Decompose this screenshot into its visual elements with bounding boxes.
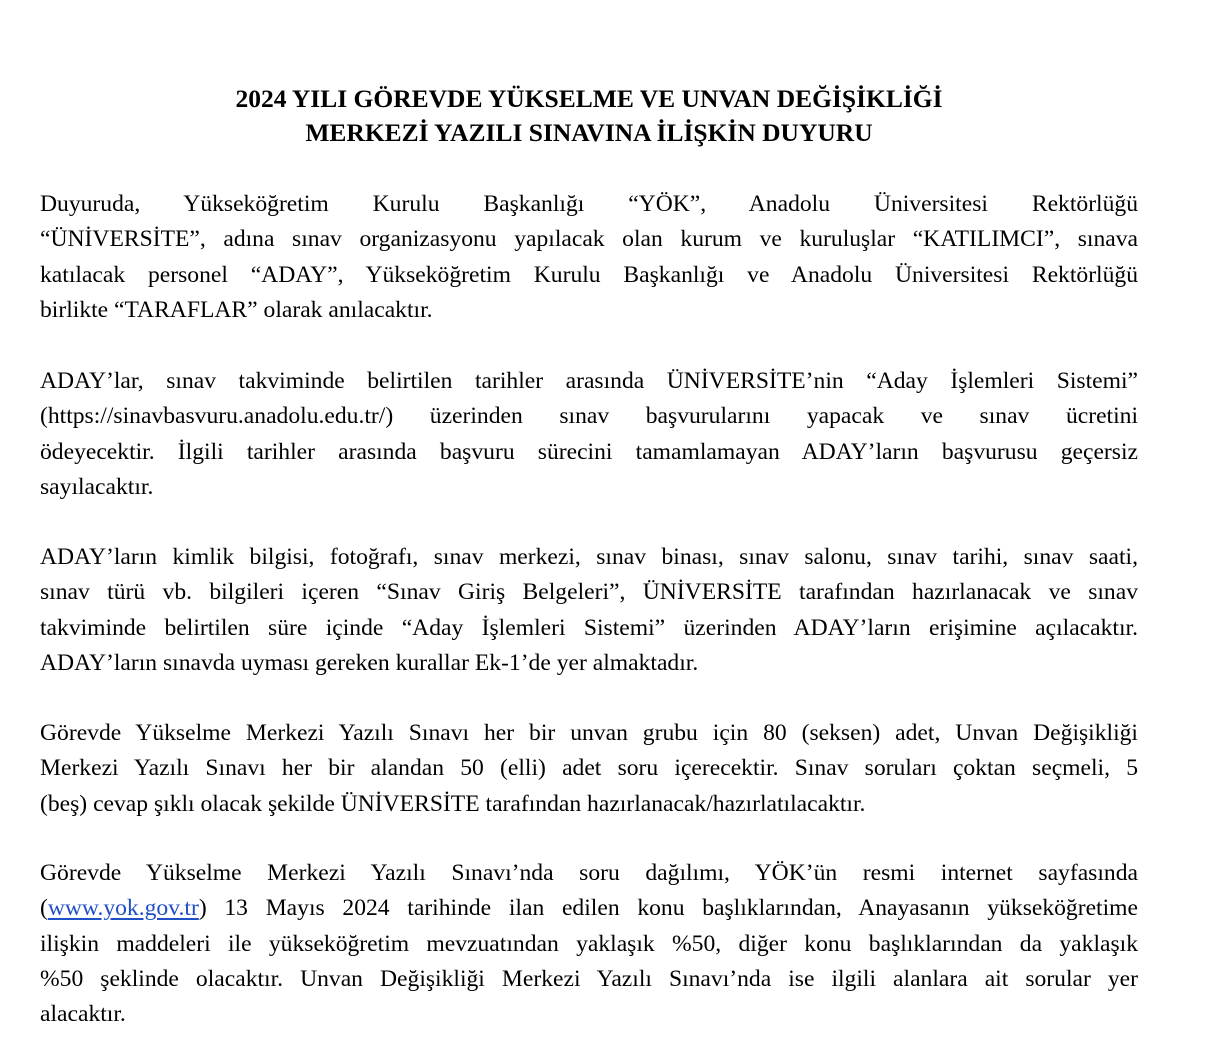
paragraph-definitions [40, 187, 1138, 328]
document-title-line-1: 2024 YILI GÖREVDE YÜKSELME VE UNVAN DEĞİŞİKLİĞİ [235, 84, 943, 113]
paragraph-question-count [40, 716, 1138, 822]
paragraph-line: (https://sinavbasvuru.anadolu.edu.tr/) üzerinden sınav başvurularını yapacak ve sınav ücretini [40, 403, 1138, 430]
paragraph-line: alacaktır. [40, 1001, 126, 1028]
paragraph-line: ADAY’lar, sınav takviminde belirtilen tarihler arasında ÜNİVERSİTE’nin “Aday İşlemleri Sistemi” [40, 368, 1138, 394]
paragraph-line: Görevde Yükselme Merkezi Yazılı Sınavı’nda soru dağılımı, YÖK’ün resmi internet sayfasında [40, 860, 1138, 886]
paragraph-line: birlikte “TARAFLAR” olarak anılacaktır. [40, 296, 433, 323]
paragraph-application [40, 364, 1138, 505]
paragraph-line: (beş) cevap şıklı olacak şekilde ÜNİVERSİTE tarafından hazırlanacak/hazırlatılacaktır. [40, 790, 866, 817]
paragraph-line: sınav türü vb. bilgileri içeren “Sınav Giriş Belgeleri”, ÜNİVERSİTE tarafından hazırlanacak ve sınav [40, 579, 1138, 606]
paragraph-line: katılacak personel “ADAY”, Yükseköğretim Kurulu Başkanlığı ve Anadolu Üniversitesi Rektörlüğü [40, 261, 1138, 288]
paragraph-line: Merkezi Yazılı Sınavı her bir alandan 50 (elli) adet soru içerecektir. Sınav soruları çoktan seçmeli, 5 [40, 755, 1138, 782]
open-paren: ( [40, 895, 48, 922]
yok-website-link[interactable]: www.yok.gov.tr [47, 895, 199, 922]
paragraph-line: %50 şeklinde olacaktır. Unvan Değişikliği Merkezi Yazılı Sınavı’nda ise ilgili alanlara ait sorular yer [40, 965, 1138, 992]
paragraph-line: takviminde belirtilen süre içinde “Aday İşlemleri Sistemi” üzerinden ADAY’ların erişimine açılacaktır. [40, 614, 1138, 641]
paragraph-line: ADAY’ların sınavda uyması gereken kurallar Ek-1’de yer almaktadır. [40, 649, 699, 676]
paragraph-entry-documents [40, 540, 1138, 681]
document-title-line-2: MERKEZİ YAZILI SINAVINA İLİŞKİN DUYURU [305, 118, 873, 147]
paragraph-line: ödeyecektir. İlgili tarihler arasında başvuru sürecini tamamlamayan ADAY’ların başvurusu geçersiz [40, 438, 1138, 465]
paragraph-line-with-link [40, 891, 1138, 926]
paragraph-line: Görevde Yükselme Merkezi Yazılı Sınavı her bir unvan grubu için 80 (seksen) adet, Unvan Değişikliği [40, 720, 1138, 746]
paragraph-line: ADAY’ların kimlik bilgisi, fotoğrafı, sınav merkezi, sınav binası, sınav salonu, sınav tarihi, sınav saati, [40, 544, 1138, 570]
paragraph-line: sayılacaktır. [40, 473, 154, 500]
paragraph-question-distribution [40, 856, 1138, 1032]
paragraph-line-rest: ) 13 Mayıs 2024 tarihinde ilan edilen konu başlıklarından, Anayasanın yükseköğretime [198, 895, 1138, 922]
paragraph-line: “ÜNİVERSİTE”, adına sınav organizasyonu yapılacak olan kurum ve kuruluşlar “KATILIMCI”, sınava [40, 226, 1138, 253]
paragraph-line: Duyuruda, Yükseköğretim Kurulu Başkanlığı “YÖK”, Anadolu Üniversitesi Rektörlüğü [40, 191, 1138, 217]
paragraph-line: ilişkin maddeleri ile yükseköğretim mevzuatından yaklaşık %50, diğer konu başlıklarından da yaklaşık [40, 930, 1138, 957]
